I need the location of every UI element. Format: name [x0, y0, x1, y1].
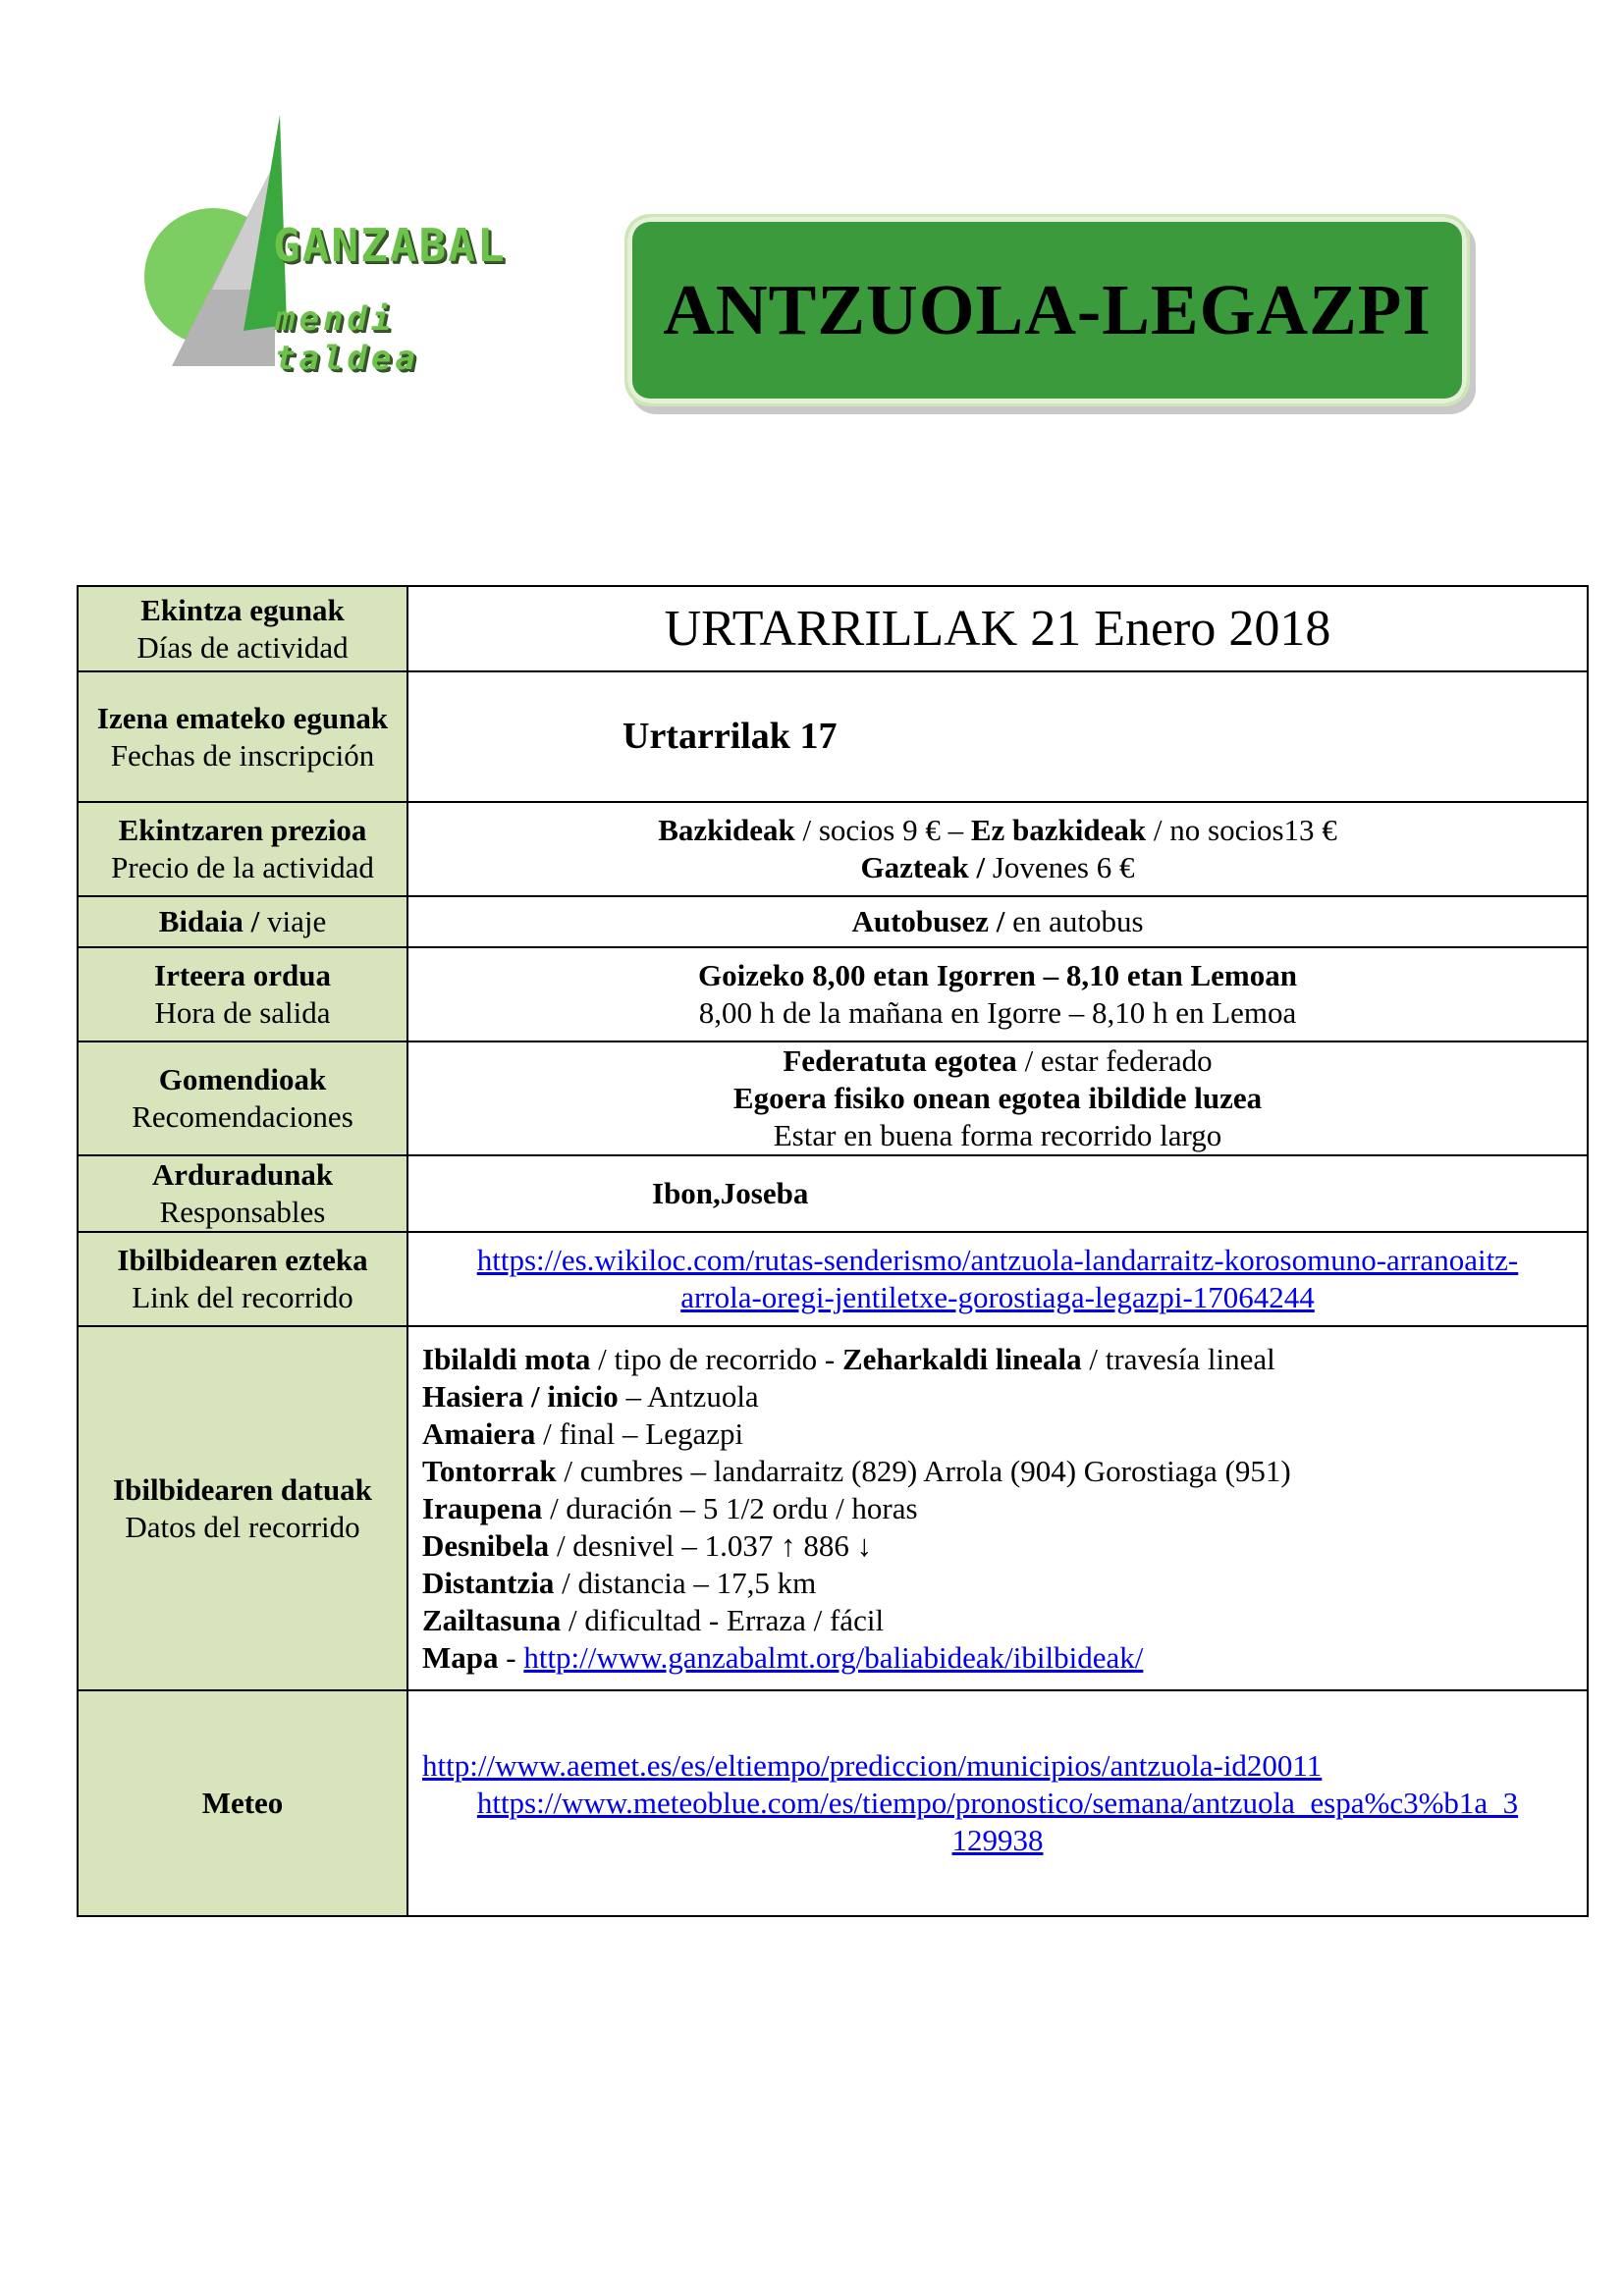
route-map-label: Mapa	[422, 1639, 499, 1675]
label-es: Hora de salida	[154, 995, 331, 1030]
meteoblue-link-line-2: 129938	[951, 1823, 1044, 1857]
label-es: viaje	[259, 904, 327, 938]
route-type-value: Zeharkaldi lineala	[841, 1341, 1082, 1376]
recommendation-1-eu: Federatuta egotea	[783, 1043, 1017, 1078]
price-youth-text: Jovenes 6 €	[985, 850, 1135, 884]
route-start-label: Hasiera / inicio	[422, 1378, 619, 1414]
page-title: ANTZUOLA-LEGAZPI	[663, 270, 1432, 349]
map-link[interactable]: http://www.ganzabalmt.org/baliabideak/ibilbideak/	[523, 1639, 1144, 1675]
label-cell	[78, 802, 407, 896]
table-row	[78, 586, 1588, 671]
route-distance	[422, 1565, 1573, 1602]
recommendation-2: Egoera fisiko onean egotea ibildide luzea	[732, 1081, 1263, 1115]
value-cell	[407, 1690, 1588, 1916]
label-cell	[78, 1690, 407, 1916]
travel-mode: Autobusez /	[851, 904, 1005, 938]
price-nonmembers-text: / no socios13 €	[1146, 813, 1337, 847]
route-duration-label: Iraupena	[422, 1490, 543, 1525]
table-row	[78, 802, 1588, 896]
label-eu: Ibilbidearen ezteka	[117, 1243, 368, 1277]
label-es: Datos del recorrido	[125, 1509, 360, 1544]
meteoblue-link[interactable]	[477, 1786, 1518, 1857]
route-duration	[422, 1490, 1573, 1527]
route-end	[422, 1415, 1573, 1453]
route-difficulty-value: / dificultad - Erraza / fácil	[561, 1602, 885, 1637]
logo	[128, 103, 560, 398]
price-youth: Gazteak /	[860, 850, 986, 884]
label-es: Días de actividad	[136, 629, 349, 665]
price-line-1	[408, 812, 1587, 849]
table-row	[78, 1326, 1588, 1690]
label-cell	[78, 586, 407, 671]
table-row	[78, 671, 1588, 802]
meteoblue-link-line-1: https://www.meteoblue.com/es/tiempo/pronostico/semana/antzuola_espa%c3%b1a_3	[476, 1786, 1519, 1820]
route-type-value-es: / travesía lineal	[1081, 1341, 1275, 1376]
label-cell	[78, 896, 407, 947]
label-eu: Bidaia /	[158, 904, 260, 938]
route-start	[422, 1378, 1573, 1415]
price-members: Bazkideak	[658, 813, 795, 847]
activity-date: URTARRILLAK 21 Enero 2018	[664, 600, 1331, 657]
route-duration-value: / duración – 5 1/2 ordu / horas	[542, 1490, 918, 1525]
route-map	[422, 1639, 1573, 1677]
route-link-line-1: https://es.wikiloc.com/rutas-senderismo/antzuola-landarraitz-korosomuno-arranoaitz-	[476, 1243, 1519, 1277]
table-row	[78, 1690, 1588, 1916]
recommendation-1	[408, 1042, 1587, 1080]
route-difficulty	[422, 1602, 1573, 1639]
responsible-names: Ibon,Joseba	[652, 1176, 809, 1210]
value-cell	[407, 1326, 1588, 1690]
route-end-label: Amaiera	[422, 1415, 536, 1451]
value-cell	[407, 896, 1588, 947]
value-cell	[407, 1232, 1588, 1326]
route-peaks-value: / cumbres – landarraitz (829) Arrola (904) Gorostiaga (951)	[556, 1453, 1291, 1488]
value-cell	[407, 1041, 1588, 1155]
route-type-text: / tipo de recorrido -	[590, 1341, 842, 1376]
label-cell	[78, 1155, 407, 1232]
label-eu: Ibilbidearen datuak	[113, 1471, 372, 1507]
route-elevation-label: Desnibela	[422, 1527, 550, 1563]
departure-es: 8,00 h de la mañana en Igorre – 8,10 h en Lemoa	[698, 995, 1297, 1030]
title-banner	[624, 214, 1470, 406]
route-end-value: / final – Legazpi	[535, 1415, 744, 1451]
recommendation-1-es: / estar federado	[1016, 1043, 1213, 1078]
route-peaks-label: Tontorrak	[422, 1453, 557, 1488]
label-es: Precio de la actividad	[111, 850, 374, 884]
table-row	[78, 947, 1588, 1041]
label-eu: Arduradunak	[151, 1157, 334, 1192]
route-distance-value: / distancia – 17,5 km	[554, 1565, 817, 1600]
route-type-label: Ibilaldi mota	[422, 1341, 591, 1376]
route-elevation	[422, 1527, 1573, 1565]
route-start-value: – Antzuola	[618, 1378, 759, 1414]
label-cell	[78, 1041, 407, 1155]
label-cell	[78, 947, 407, 1041]
value-cell	[407, 802, 1588, 896]
weather-label: Meteo	[201, 1786, 284, 1820]
route-elevation-value: / desnivel – 1.037 ↑ 886 ↓	[549, 1527, 873, 1563]
logo-name: GANZABAL	[273, 219, 507, 272]
table-row	[78, 896, 1588, 947]
label-es: Recomendaciones	[132, 1099, 353, 1134]
departure-eu: Goizeko 8,00 etan Igorren – 8,10 etan Lemoan	[698, 958, 1297, 992]
label-eu: Ekintzaren prezioa	[118, 813, 367, 847]
route-map-sep: -	[498, 1639, 524, 1675]
value-cell	[407, 671, 1588, 802]
route-peaks	[422, 1453, 1573, 1490]
price-members-text: / socios 9 € –	[794, 813, 971, 847]
table-row	[78, 1041, 1588, 1155]
route-link[interactable]	[477, 1243, 1519, 1314]
logo-subtitle: mendi taldea	[275, 299, 419, 378]
table-row	[78, 1155, 1588, 1232]
label-es: Responsables	[159, 1195, 326, 1229]
value-cell	[407, 586, 1588, 671]
label-es: Link del recorrido	[132, 1280, 353, 1314]
label-eu: Izena emateko egunak	[96, 700, 389, 735]
label-cell	[78, 1232, 407, 1326]
label-cell	[78, 671, 407, 802]
label-eu: Irteera ordua	[154, 958, 331, 992]
value-cell	[407, 1155, 1588, 1232]
route-link-line-2: arrola-oregi-jentiletxe-gorostiaga-legazpi-17064244	[680, 1280, 1315, 1314]
label-eu: Gomendioak	[158, 1062, 327, 1096]
route-difficulty-label: Zailtasuna	[422, 1602, 562, 1637]
activity-table	[77, 585, 1589, 1917]
price-nonmembers: Ez bazkideak	[970, 813, 1147, 847]
label-es: Fechas de inscripción	[110, 737, 375, 773]
label-eu: Ekintza egunak	[140, 592, 345, 627]
value-cell	[407, 947, 1588, 1041]
travel-mode-text: en autobus	[1004, 904, 1144, 938]
recommendation-3: Estar en buena forma recorrido largo	[773, 1118, 1222, 1152]
aemet-link[interactable]: http://www.aemet.es/es/eltiempo/prediccion/municipios/antzuola-id20011	[422, 1748, 1323, 1783]
table-row	[78, 1232, 1588, 1326]
label-cell	[78, 1326, 407, 1690]
route-distance-label: Distantzia	[422, 1565, 555, 1600]
price-line-2	[408, 849, 1587, 886]
route-type	[422, 1341, 1573, 1378]
registration-date: Urtarrilak 17	[623, 715, 838, 757]
